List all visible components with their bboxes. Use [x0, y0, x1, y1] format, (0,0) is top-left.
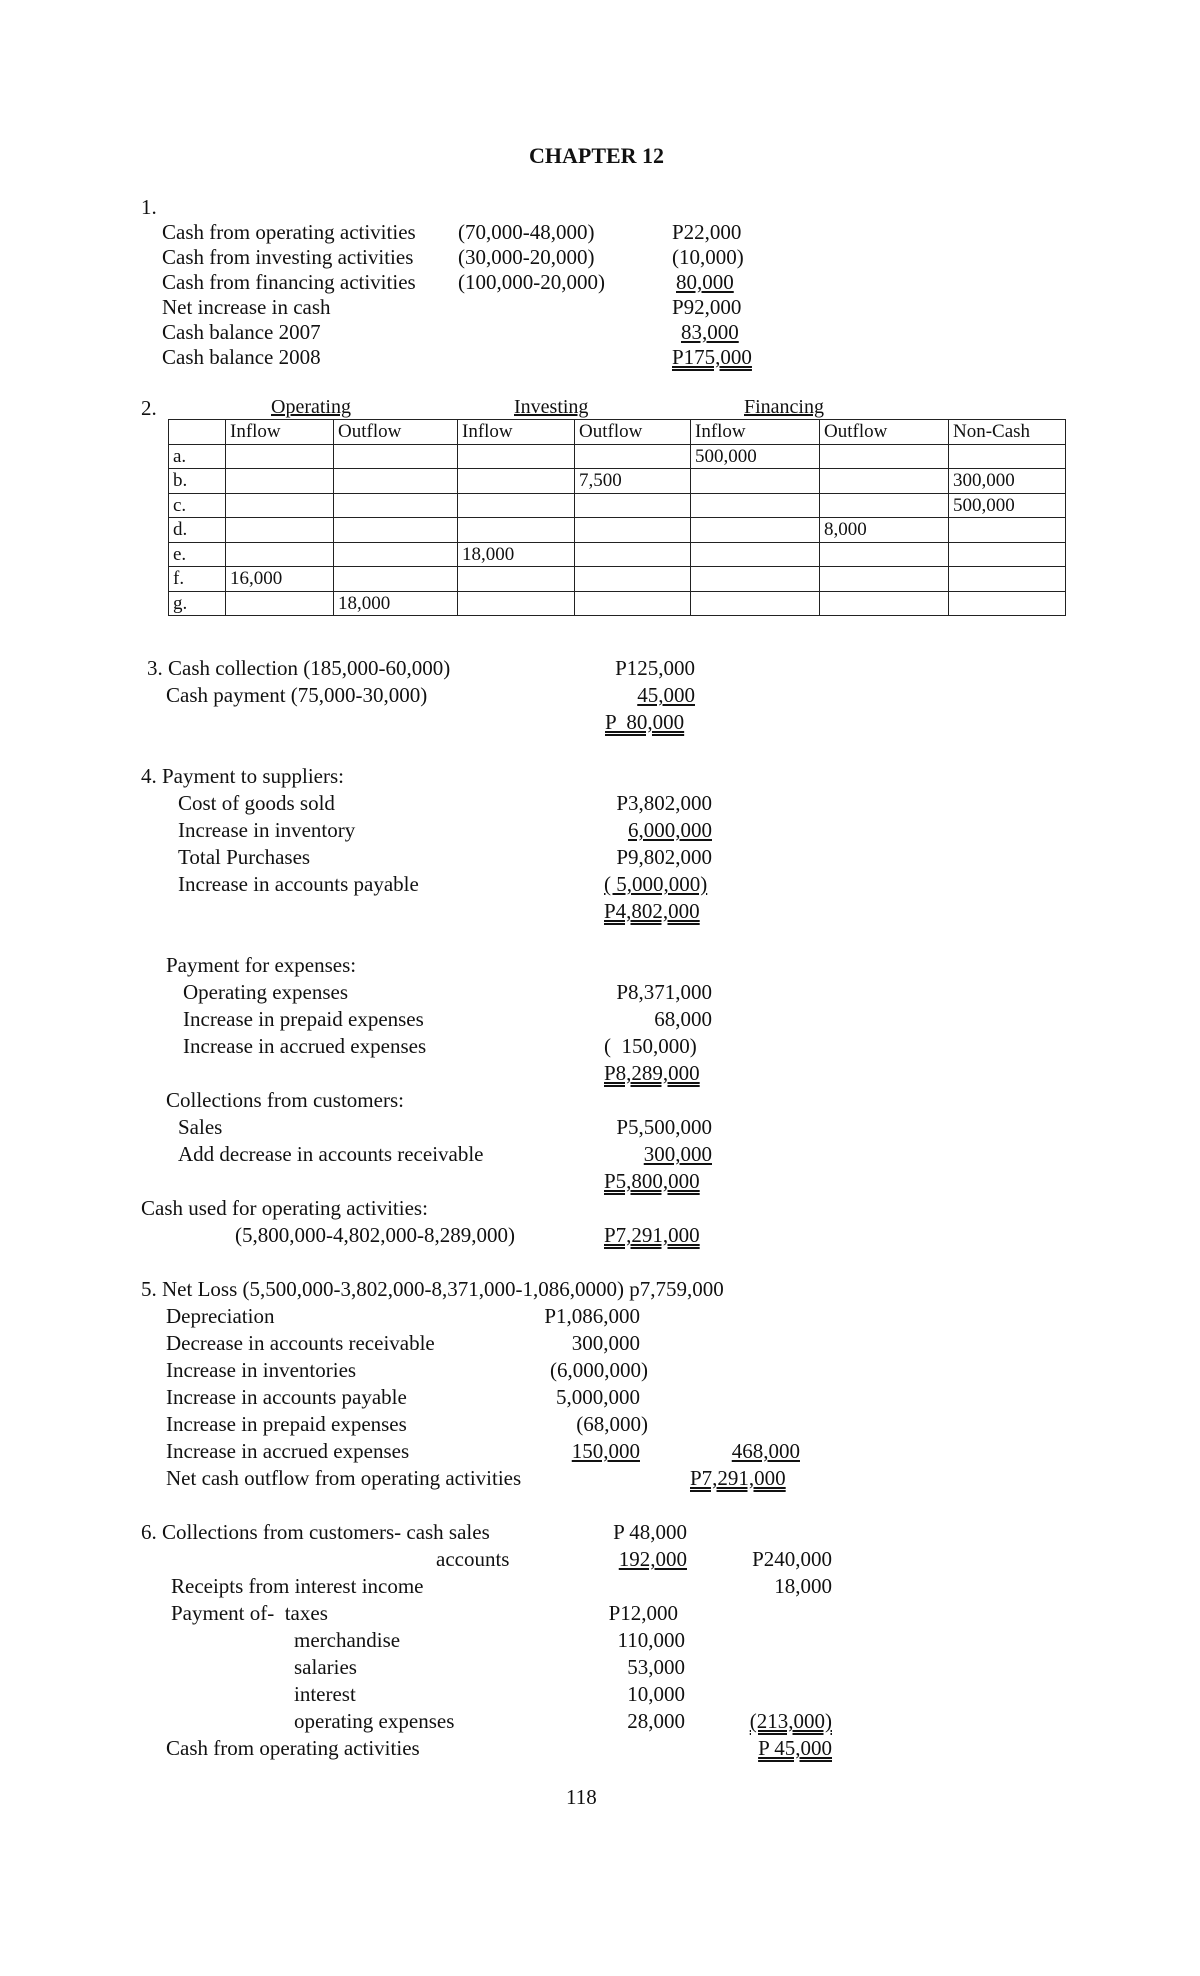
p3-amount: 45,000: [637, 683, 695, 707]
p6-payment-amount: 10,000: [627, 1682, 685, 1706]
p4-expenses-heading: Payment for expenses:: [166, 953, 357, 977]
page-number: 118: [566, 1785, 597, 1809]
table-cell: [575, 493, 691, 518]
table-cell: [226, 493, 334, 518]
p1-label: Cash from investing activities: [162, 245, 414, 269]
p1-amount: P22,000: [672, 220, 742, 244]
p6-payment-label: merchandise: [294, 1628, 401, 1652]
table-cell: [691, 469, 820, 494]
table-cell: [691, 542, 820, 567]
table-cell: [820, 444, 949, 469]
p1-amount: 80,000: [676, 270, 734, 294]
p6-accounts-label: accounts: [436, 1547, 510, 1571]
p4-label: Increase in inventory: [178, 818, 356, 842]
table-row: [169, 493, 1066, 518]
group-header-financing: Financing: [744, 396, 824, 418]
p6-payments-total: (213,000): [749, 1709, 832, 1733]
activities-table: [168, 419, 1066, 616]
p4-label: Increase in accrued expenses: [183, 1034, 427, 1058]
p1-label: Cash balance 2008: [162, 345, 321, 369]
p1-label: Cash from operating activities: [162, 220, 416, 244]
p3-total: P 80,000: [605, 710, 685, 734]
table-header-cell: Non-Cash: [949, 420, 1066, 445]
p6-payment-label: interest: [294, 1682, 356, 1706]
table-cell: [691, 591, 820, 616]
table-cell: [226, 591, 334, 616]
table-cell: [226, 542, 334, 567]
table-row: [169, 542, 1066, 567]
p5-amount: 5,000,000: [556, 1385, 640, 1409]
p6-payment-label: operating expenses: [294, 1709, 455, 1733]
table-cell: [820, 567, 949, 592]
group-header-investing: Investing: [514, 396, 589, 418]
p4-amount: P3,802,000: [616, 791, 712, 815]
p6-cash-sales: P 48,000: [613, 1520, 687, 1544]
table-cell: [691, 493, 820, 518]
table-cell: [575, 591, 691, 616]
table-cell: 300,000: [949, 469, 1066, 494]
p1-amount: (10,000): [672, 245, 744, 269]
p1-label: Net increase in cash: [162, 295, 331, 319]
table-cell: [226, 444, 334, 469]
p6-payment-amount: 110,000: [617, 1628, 685, 1652]
table-cell: [820, 469, 949, 494]
table-cell: [949, 567, 1066, 592]
p4-amount: 68,000: [654, 1007, 712, 1031]
p1-amount: 83,000: [681, 320, 739, 344]
p5-label: Increase in accounts payable: [166, 1385, 407, 1409]
table-cell: [458, 444, 575, 469]
table-header-cell: Outflow: [575, 420, 691, 445]
table-cell: c.: [169, 493, 226, 518]
p6-payment-amount: P12,000: [608, 1601, 678, 1625]
p3-line: 3. Cash collection (185,000-60,000): [147, 656, 451, 680]
table-cell: [458, 567, 575, 592]
p5-amount: (68,000): [576, 1412, 648, 1436]
p1-calc: (70,000-48,000): [458, 220, 595, 244]
p4-label: Total Purchases: [178, 845, 311, 869]
table-cell: 8,000: [820, 518, 949, 543]
p4-cash-used-amount: P7,291,000: [604, 1223, 700, 1247]
p4-amount: P5,500,000: [616, 1115, 712, 1139]
table-cell: [949, 591, 1066, 616]
p4-amount: P8,371,000: [616, 980, 712, 1004]
table-header-row: [169, 420, 1066, 445]
p5-label: Decrease in accounts receivable: [166, 1331, 435, 1355]
p6-payment-label: salaries: [294, 1655, 357, 1679]
table-row: [169, 518, 1066, 543]
chapter-title: CHAPTER 12: [529, 143, 665, 168]
table-cell: f.: [169, 567, 226, 592]
p1-calc: (100,000-20,000): [458, 270, 605, 294]
table-cell: [458, 518, 575, 543]
table-cell: 18,000: [458, 542, 575, 567]
p1-amount: P175,000: [672, 345, 752, 369]
table-cell: [949, 518, 1066, 543]
table-cell: [334, 542, 458, 567]
table-cell: b.: [169, 469, 226, 494]
p4-cash-used-heading: Cash used for operating activities:: [141, 1196, 428, 1220]
table-cell: [458, 469, 575, 494]
table-cell: [820, 542, 949, 567]
p5-amount: P1,086,000: [544, 1304, 640, 1328]
table-cell: [691, 518, 820, 543]
p4-label: Sales: [178, 1115, 223, 1139]
table-cell: [691, 567, 820, 592]
table-header-cell: Outflow: [334, 420, 458, 445]
table-cell: [334, 469, 458, 494]
table-cell: [334, 518, 458, 543]
p3-amount: P125,000: [615, 656, 695, 680]
table-cell: [575, 542, 691, 567]
p4-label: Increase in accounts payable: [178, 872, 419, 896]
p1-amount: P92,000: [672, 295, 742, 319]
p1-label: Cash balance 2007: [162, 320, 321, 344]
table-header-cell: Inflow: [226, 420, 334, 445]
table-cell: [226, 518, 334, 543]
table-cell: [949, 444, 1066, 469]
p1-calc: (30,000-20,000): [458, 245, 595, 269]
p6-payment-amount: 53,000: [627, 1655, 685, 1679]
p4-label: Increase in prepaid expenses: [183, 1007, 424, 1031]
p4-amount: P9,802,000: [616, 845, 712, 869]
p4-heading: 4. Payment to suppliers:: [141, 764, 344, 788]
p4-amount: 6,000,000: [628, 818, 712, 842]
table-cell: 7,500: [575, 469, 691, 494]
table-header-cell: Outflow: [820, 420, 949, 445]
table-cell: [334, 567, 458, 592]
p5-net-label: Net cash outflow from operating activities: [166, 1466, 522, 1490]
p6-accounts: 192,000: [618, 1547, 687, 1571]
table-cell: e.: [169, 542, 226, 567]
p4-label: Operating expenses: [183, 980, 349, 1004]
table-row: [169, 444, 1066, 469]
p4-total: P8,289,000: [604, 1061, 700, 1085]
p6-cash-amount: P 45,000: [758, 1736, 832, 1760]
table-header-cell: Inflow: [691, 420, 820, 445]
p4-label: Cost of goods sold: [178, 791, 335, 815]
p4-collections-heading: Collections from customers:: [166, 1088, 404, 1112]
table-cell: [458, 493, 575, 518]
p4-total: P5,800,000: [604, 1169, 700, 1193]
table-cell: [226, 469, 334, 494]
table-header-cell: Inflow: [458, 420, 575, 445]
table-row: [169, 567, 1066, 592]
p6-collections-total: P240,000: [752, 1547, 832, 1571]
table-cell: 18,000: [334, 591, 458, 616]
table-row: [169, 591, 1066, 616]
p5-label: Depreciation: [166, 1304, 275, 1328]
problem-1-number: 1.: [141, 195, 157, 219]
table-cell: 500,000: [949, 493, 1066, 518]
table-header-cell: [169, 420, 226, 445]
p6-interest-label: Receipts from interest income: [171, 1574, 424, 1598]
table-cell: a.: [169, 444, 226, 469]
table-cell: [820, 493, 949, 518]
p4-cash-used-calc: (5,800,000-4,802,000-8,289,000): [235, 1223, 515, 1247]
table-cell: 16,000: [226, 567, 334, 592]
table-cell: g.: [169, 591, 226, 616]
p6-interest-amount: 18,000: [774, 1574, 832, 1598]
p5-label: Increase in inventories: [166, 1358, 357, 1382]
p5-net-amount: P7,291,000: [690, 1466, 786, 1490]
p6-payment-heading: Payment of- taxes: [171, 1601, 328, 1625]
problem-2-number: 2.: [141, 396, 157, 420]
group-header-operating: Operating: [271, 396, 351, 418]
p3-line: Cash payment (75,000-30,000): [166, 683, 428, 707]
p4-label: Add decrease in accounts receivable: [178, 1142, 484, 1166]
p5-adjust-total: 468,000: [731, 1439, 800, 1463]
table-cell: [334, 493, 458, 518]
p4-amount: ( 150,000): [604, 1034, 697, 1058]
table-cell: [820, 591, 949, 616]
p4-amount: 300,000: [643, 1142, 712, 1166]
table-cell: 500,000: [691, 444, 820, 469]
p6-payment-amount: 28,000: [627, 1709, 685, 1733]
table-row: [169, 469, 1066, 494]
p4-amount: ( 5,000,000): [604, 872, 708, 896]
table-cell: [575, 518, 691, 543]
table-cell: [334, 444, 458, 469]
p5-amount: 150,000: [571, 1439, 640, 1463]
p6-heading: 6. Collections from customers- cash sales: [141, 1520, 490, 1544]
p5-amount: (6,000,000): [550, 1358, 648, 1382]
p5-amount: 300,000: [571, 1331, 640, 1355]
p6-cash-label: Cash from operating activities: [166, 1736, 420, 1760]
table-cell: [575, 567, 691, 592]
p5-label: Increase in prepaid expenses: [166, 1412, 407, 1436]
p5-label: Increase in accrued expenses: [166, 1439, 410, 1463]
table-cell: [458, 591, 575, 616]
p5-heading: 5. Net Loss (5,500,000-3,802,000-8,371,000-1,086,0000) p7,759,000: [141, 1277, 724, 1301]
p4-total: P4,802,000: [604, 899, 700, 923]
p1-label: Cash from financing activities: [162, 270, 416, 294]
table-cell: [949, 542, 1066, 567]
table-cell: d.: [169, 518, 226, 543]
table-cell: [575, 444, 691, 469]
